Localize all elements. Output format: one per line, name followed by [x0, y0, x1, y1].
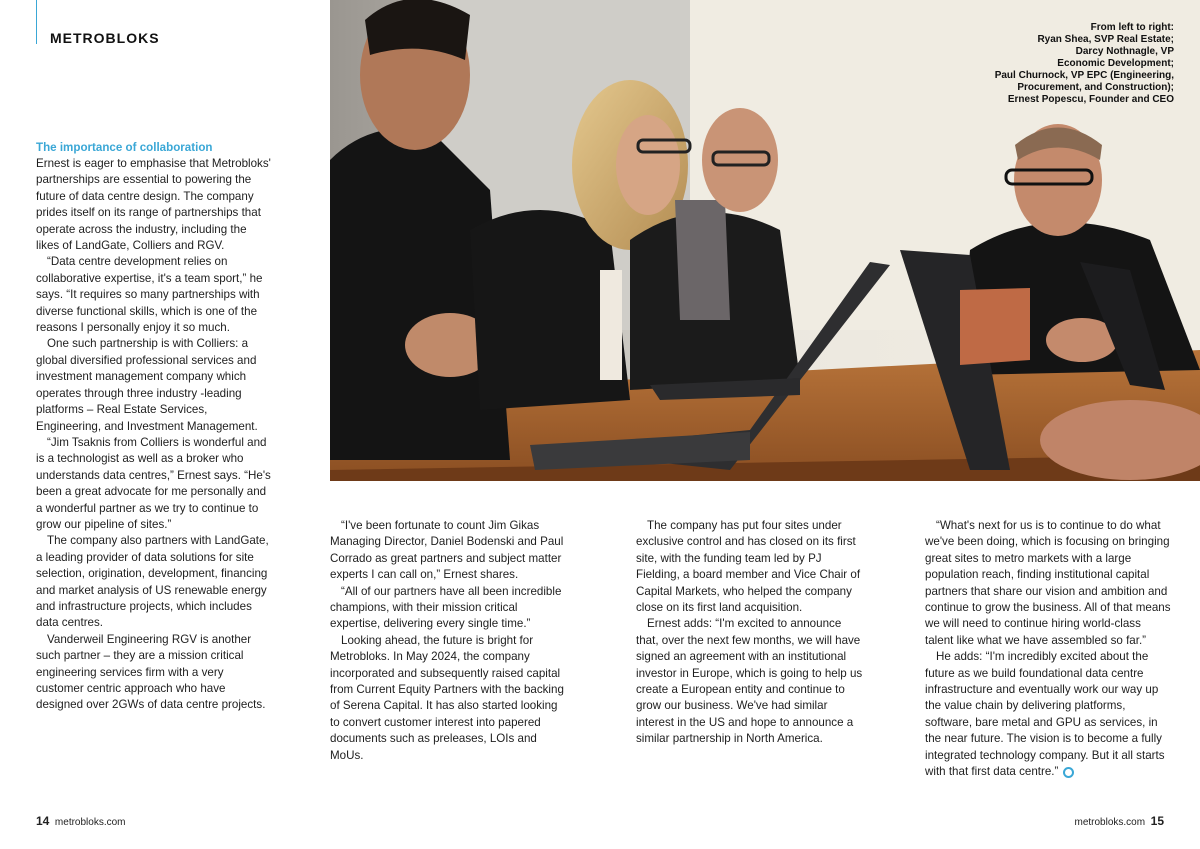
article-column-2 [330, 518, 566, 764]
paragraph [925, 649, 1171, 780]
article-column-3 [636, 518, 864, 748]
caption-line: Paul Churnock, VP EPC (Engineering, [994, 70, 1174, 81]
paragraph: “Data centre development relies on collaborative expertise, it's a team sport,” he says. “It requires so many partnerships with diverse functional skills, which is one of the reasons I personally enjoy it so much. [36, 255, 263, 335]
footer-site: metrobloks.com [54, 817, 126, 828]
caption-line: Procurement, and Construction); [1017, 82, 1174, 93]
caption-line: Economic Development; [1057, 58, 1174, 69]
paragraph: “All of our partners have all been incredible champions, with their mission critical expertise, delivering every single time.” [330, 584, 562, 631]
paragraph: The company also partners with LandGate, a leading provider of data solutions for site selection, origination, development, financing and market analysis of US renewable energy and infrastructure projects, which includes data centres. [36, 534, 269, 630]
paragraph: Ernest adds: “I'm excited to announce that, over the next few months, we will have signed an agreement with an institutional investor in Europe, which is going to help us create a European entity and continue to grow our business. We've had similar interest in the US and hope to announce a similar partnership in North America. [636, 617, 863, 746]
footer-site: metrobloks.com [1074, 817, 1146, 828]
brand-title: METROBLOKS [50, 30, 160, 46]
end-of-article-icon [1063, 767, 1074, 778]
caption-line: From left to right: [1090, 22, 1174, 33]
page-number: 15 [1150, 814, 1164, 828]
footer-left [36, 814, 126, 828]
section-subheading: The importance of collaboration [36, 141, 213, 154]
caption-line: Ernest Popescu, Founder and CEO [1007, 94, 1174, 105]
team-photo [330, 0, 1200, 481]
paragraph: The company has put four sites under exclusive control and has closed on its first site, with the funding team led by PJ Fielding, a board member and Vice Chair of Capital Markets, who helped the company close on its first land acquisition. [636, 519, 861, 615]
paragraph: “I've been fortunate to count Jim Gikas Managing Director, Daniel Bodenski and Paul Corrado as great partners and subject matter experts I can call on,” Ernest shares. [330, 519, 564, 582]
header-rule [36, 0, 37, 44]
paragraph: Vanderweil Engineering RGV is another such partner – they are a mission critical engineering services firm with a very customer centric approach who have designed over 2GWs of data centre projects. [36, 632, 266, 712]
paragraph: “What's next for us is to continue to do what we've been doing, which is focusing on bringing great sites to metro markets with a large population reach, finding institutional capital partners that share our vision and ambition and continue to grow the business. All of that means we will need to continue hiring world-class talent like what we have assembled so far.” [925, 519, 1171, 647]
footer-right [1075, 814, 1165, 828]
page-number: 14 [36, 814, 50, 828]
paragraph: Looking ahead, the future is bright for Metrobloks. In May 2024, the company incorporated and subsequently raised capital from Current Equity Partners with the backing of Serena Capital. It has also started looking to convert customer interest into papered documents such as preleases, LOIs and MoUs. [330, 633, 564, 762]
caption-line: Darcy Nothnagle, VP [1075, 46, 1174, 57]
article-column-1 [36, 140, 272, 714]
paragraph: Ernest is eager to emphasise that Metrobloks' partnerships are essential to powering the future of data centre design. The company prides itself on its range of partnerships that operate across the industry, including the likes of LandGate, Colliers and RGV. [36, 157, 271, 253]
photo-caption [914, 22, 1174, 106]
paragraph: “Jim Tsaknis from Colliers is wonderful and is a technologist as well as a broker who understands data centres,” Ernest says. “He's been a great advocate for me personally and a wonderful partner as we try to continue to grow our pipeline of sites.” [36, 435, 271, 531]
paragraph: One such partnership is with Colliers: a global diversified professional services and investment management company which operates through three industry -leading platforms – Real Estate Services, Engineering, and Investment Management. [36, 337, 258, 433]
closing-paragraph-text: He adds: “I'm incredibly excited about the future as we build foundational data centre infrastructure and eventually work our way up the value chain by delivering platforms, software, bare metal and GPU as services, in the near future. The vision is to become a fully integrated technology company. But it all starts with that first data centre.” [925, 650, 1165, 779]
article-column-4 [925, 518, 1171, 781]
caption-line: Ryan Shea, SVP Real Estate; [1037, 34, 1174, 45]
